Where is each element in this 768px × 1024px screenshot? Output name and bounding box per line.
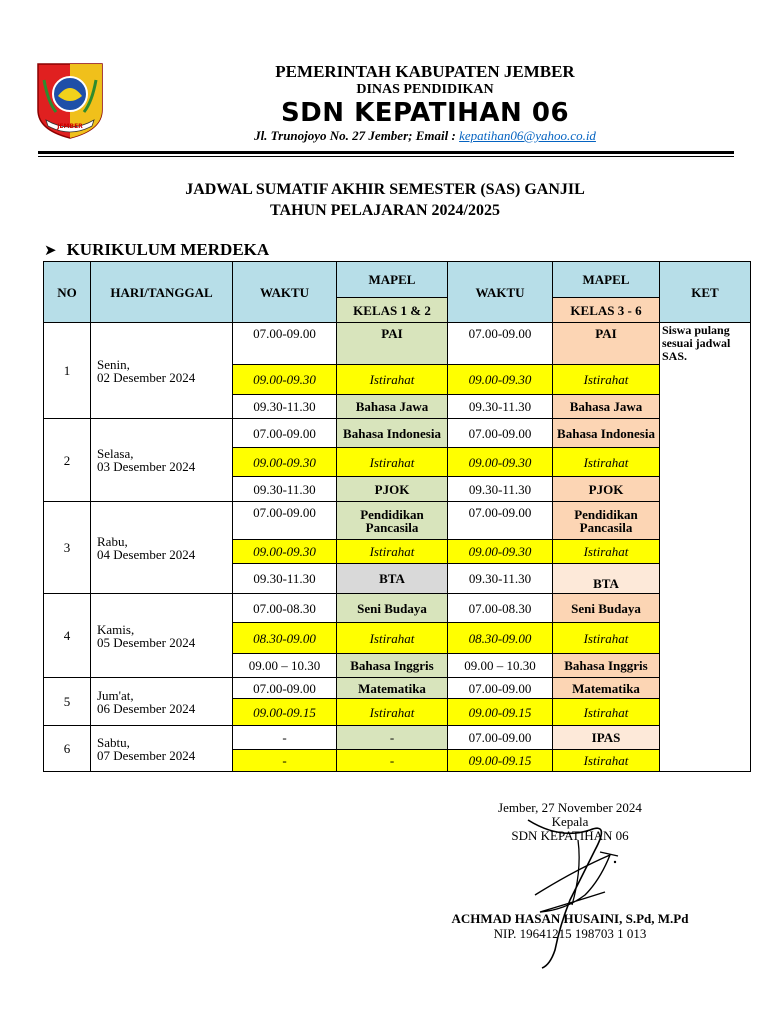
subject-cell: Bahasa Indonesia — [553, 419, 660, 448]
row-number: 3 — [44, 502, 91, 594]
letterhead-rule — [38, 151, 734, 154]
time-cell: 09.30-11.30 — [448, 477, 553, 502]
header-day: HARI/TANGGAL — [91, 262, 233, 323]
time-cell: 07.00-09.00 — [448, 502, 553, 540]
subject-cell: BTA — [337, 564, 448, 594]
time-cell: - — [233, 726, 337, 750]
header-no: NO — [44, 262, 91, 323]
break-cell: Istirahat — [337, 365, 448, 395]
break-cell: Istirahat — [337, 623, 448, 654]
break-cell: - — [337, 750, 448, 772]
day-cell — [91, 726, 233, 772]
subject-cell: - — [337, 726, 448, 750]
subject-cell: Bahasa Inggris — [337, 654, 448, 678]
header-mapel-2: MAPEL — [553, 262, 660, 298]
school-address — [120, 128, 730, 144]
day-cell — [91, 594, 233, 678]
document-title: JADWAL SUMATIF AKHIR SEMESTER (SAS) GANJIL — [185, 181, 585, 198]
break-cell: Istirahat — [553, 623, 660, 654]
subject-cell: PJOK — [337, 477, 448, 502]
subject-cell: Bahasa Indonesia — [337, 419, 448, 448]
time-cell: 07.00-09.00 — [233, 502, 337, 540]
subject-cell: IPAS — [553, 726, 660, 750]
government-name: PEMERINTAH KABUPATEN JEMBER — [275, 62, 575, 81]
time-cell: 09.00 – 10.30 — [448, 654, 553, 678]
time-cell: 07.00-09.00 — [233, 678, 337, 699]
arrow-bullet-icon: ➤ — [44, 241, 57, 259]
row-number: 5 — [44, 678, 91, 726]
subject-cell: PAI — [553, 323, 660, 365]
day-name: Kamis, — [97, 621, 135, 637]
break-cell: Istirahat — [553, 365, 660, 395]
day-date: 04 Desember 2024 — [97, 546, 196, 562]
signer-nip: NIP. 19641215 198703 1 013 — [493, 926, 647, 941]
time-cell: 09.30-11.30 — [233, 564, 337, 594]
day-name: Senin, — [97, 356, 130, 372]
signature-date: Jember, 27 November 2024 — [498, 800, 642, 815]
exam-schedule-table — [43, 261, 751, 772]
subject-cell: Seni Budaya — [553, 594, 660, 623]
signature-role: Kepala — [551, 814, 589, 829]
svg-text:JEMBER: JEMBER — [57, 123, 83, 130]
break-cell: Istirahat — [553, 699, 660, 726]
break-time-cell: 09.00-09.30 — [233, 365, 337, 395]
break-time-cell: 09.00-09.30 — [233, 540, 337, 564]
subject-cell: Pendidikan Pancasila — [337, 502, 448, 540]
subject-cell: Bahasa Jawa — [337, 395, 448, 419]
subject-cell: BTA — [553, 564, 660, 594]
break-time-cell: 08.30-09.00 — [233, 623, 337, 654]
time-cell: 09.30-11.30 — [233, 477, 337, 502]
school-name: SDN KEPATIHAN 06 — [280, 98, 570, 128]
break-time-cell: 09.00-09.30 — [233, 448, 337, 477]
subject-cell: PAI — [337, 323, 448, 365]
section-heading — [44, 240, 269, 260]
day-name: Selasa, — [97, 446, 134, 461]
row-number: 2 — [44, 419, 91, 502]
subject-cell: Matematika — [553, 678, 660, 699]
header-class-1: KELAS 1 & 2 — [337, 298, 448, 323]
row-number: 1 — [44, 323, 91, 419]
day-date: 07 Desember 2024 — [97, 747, 196, 763]
break-cell: Istirahat — [553, 448, 660, 477]
email-link[interactable]: kepatihan06@yahoo.co.id — [459, 128, 596, 143]
header-time-1: WAKTU — [233, 262, 337, 323]
header-mapel-1: MAPEL — [337, 262, 448, 298]
agency-name: DINAS PENDIDIKAN — [356, 82, 494, 97]
day-date: 06 Desember 2024 — [97, 700, 196, 716]
subject-cell: Bahasa Jawa — [553, 395, 660, 419]
break-cell: Istirahat — [337, 540, 448, 564]
day-name: Jum'at, — [97, 687, 134, 703]
break-time-cell: 08.30-09.00 — [448, 623, 553, 654]
break-cell: Istirahat — [553, 540, 660, 564]
day-cell — [91, 419, 233, 502]
signer-name: ACHMAD HASAN HUSAINI, S.Pd, M.Pd — [451, 911, 689, 926]
time-cell: 07.00-08.30 — [233, 594, 337, 623]
break-time-cell: 09.00-09.15 — [233, 699, 337, 726]
day-cell — [91, 502, 233, 594]
row-number: 6 — [44, 726, 91, 772]
ket-note: Siswa pulang sesuai jadwal SAS. — [660, 323, 751, 772]
header-class-2: KELAS 3 - 6 — [553, 298, 660, 323]
break-cell: Istirahat — [337, 699, 448, 726]
handwritten-signature — [500, 800, 640, 970]
subject-cell: Matematika — [337, 678, 448, 699]
time-cell: 07.00-09.00 — [448, 419, 553, 448]
time-cell: 09.30-11.30 — [448, 395, 553, 419]
time-cell: 09.30-11.30 — [448, 564, 553, 594]
subject-cell: Pendidikan Pancasila — [553, 502, 660, 540]
time-cell: 07.00-09.00 — [448, 678, 553, 699]
section-label: KURIKULUM MERDEKA — [66, 240, 270, 259]
subject-cell: Bahasa Inggris — [553, 654, 660, 678]
letterhead-rule-thin — [38, 156, 734, 157]
break-time-cell: - — [233, 750, 337, 772]
time-cell: 07.00-08.30 — [448, 594, 553, 623]
break-time-cell: 09.00-09.15 — [448, 750, 553, 772]
row-number: 4 — [44, 594, 91, 678]
subject-cell: PJOK — [553, 477, 660, 502]
time-cell: 07.00-09.00 — [233, 419, 337, 448]
time-cell: 07.00-09.00 — [448, 323, 553, 365]
break-time-cell: 09.00-09.30 — [448, 540, 553, 564]
day-date: 03 Desember 2024 — [97, 459, 196, 474]
time-cell: 07.00-09.00 — [233, 323, 337, 365]
break-cell: Istirahat — [337, 448, 448, 477]
break-time-cell: 09.00-09.30 — [448, 365, 553, 395]
subject-cell: Seni Budaya — [337, 594, 448, 623]
day-date: 02 Desember 2024 — [97, 369, 196, 385]
signature-school: SDN KEPATIHAN 06 — [511, 828, 629, 843]
day-cell — [91, 323, 233, 419]
header-ket: KET — [660, 262, 751, 323]
document-subtitle: TAHUN PELAJARAN 2024/2025 — [270, 202, 500, 219]
break-time-cell: 09.00-09.30 — [448, 448, 553, 477]
jember-regency-logo — [34, 62, 106, 140]
day-name: Rabu, — [97, 533, 128, 549]
day-cell — [91, 678, 233, 726]
time-cell: 07.00-09.00 — [448, 726, 553, 750]
day-name: Sabtu, — [97, 734, 130, 750]
day-date: 05 Desember 2024 — [97, 634, 196, 650]
break-cell: Istirahat — [553, 750, 660, 772]
time-cell: 09.00 – 10.30 — [233, 654, 337, 678]
address-text: Jl. Trunojoyo No. 27 Jember; Email : — [254, 128, 460, 143]
time-cell: 09.30-11.30 — [233, 395, 337, 419]
break-time-cell: 09.00-09.15 — [448, 699, 553, 726]
header-time-2: WAKTU — [448, 262, 553, 323]
